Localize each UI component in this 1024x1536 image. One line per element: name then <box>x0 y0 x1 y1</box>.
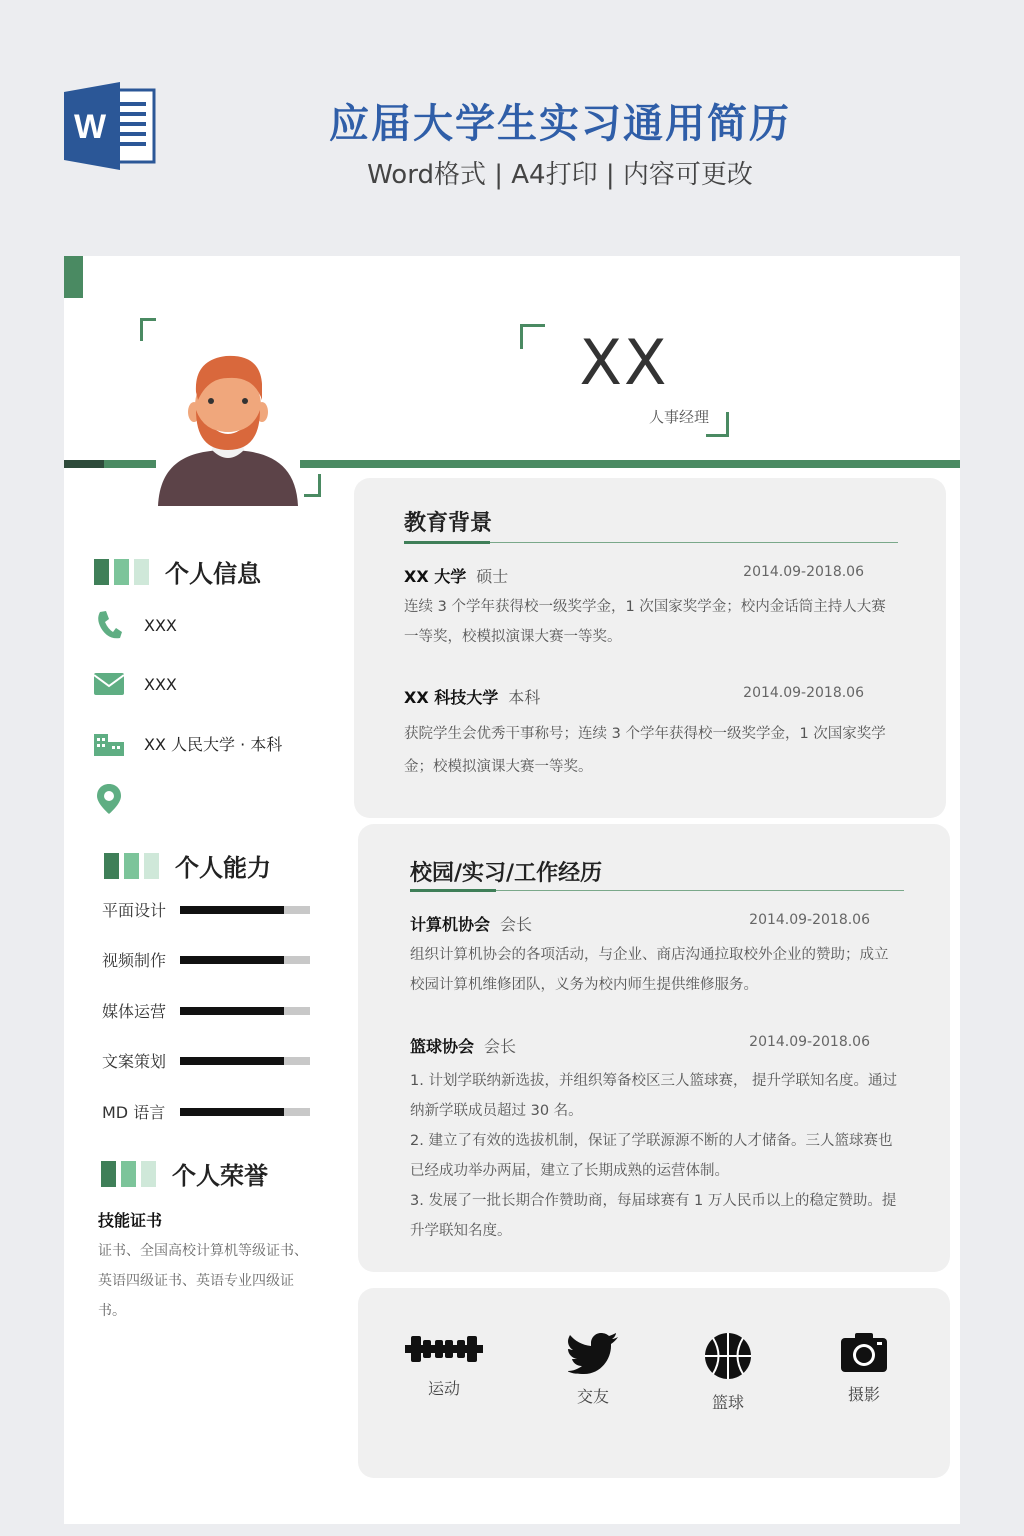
hobby-item <box>814 1332 914 1405</box>
candidate-name: XX <box>579 326 669 399</box>
name-bracket-top <box>520 324 545 349</box>
resume-paper <box>64 256 960 1524</box>
section-title: 个人能力 <box>175 854 271 882</box>
location-row <box>94 784 144 814</box>
entry-text: 连续 3 个学年获得校一级奖学金，1 次国家奖学金；校内金话筒主持人大赛一等奖，校模拟演课大赛一等奖。 <box>404 599 886 645</box>
page-subtitle: Word格式 | A4打印 | 内容可更改 <box>367 160 753 190</box>
section-skills <box>104 848 271 883</box>
card-title: 校园/实习/工作经历 <box>410 861 603 886</box>
entry-text: 组织计算机协会的各项活动，与企业、商店沟通拉取校外企业的赞助；成立校园计算机维修团队，义务为校内师生提供维修服务。 <box>410 947 889 993</box>
word-logo-icon <box>64 82 156 170</box>
card-rule <box>410 890 904 891</box>
entry-org: 计算机协会 <box>410 915 491 934</box>
phone-row <box>94 610 177 640</box>
section-marker-icon <box>104 853 159 879</box>
building-icon <box>94 728 124 758</box>
card-title: 教育背景 <box>404 511 493 536</box>
photo-bracket-top <box>140 318 157 341</box>
entry-org: XX 大学 <box>404 567 467 586</box>
skill-level-fill <box>180 956 284 964</box>
experience-entry-head <box>410 1034 870 1057</box>
svg-text:W: W <box>73 108 107 146</box>
entry-text: 获院学生会优秀干事称号；连续 3 个学年获得校一级奖学金，1 次国家奖学金；校模拟演课大赛一等奖。 <box>404 726 886 775</box>
skill-level-bar <box>180 906 310 914</box>
skill-row <box>102 898 322 921</box>
honor-text: 证书、全国高校计算机等级证书、英语四级证书、英语专业四级证书。 <box>98 1243 308 1319</box>
entry-date: 2014.09-2018.06 <box>743 685 864 701</box>
camera-icon <box>841 1332 887 1372</box>
skill-level-bar <box>180 956 310 964</box>
email-value: XXX <box>144 674 177 694</box>
email-icon <box>94 669 124 699</box>
location-pin-icon <box>94 784 124 814</box>
corner-tab <box>64 256 83 298</box>
experience-entry-head <box>410 912 870 935</box>
hobby-item <box>394 1332 494 1399</box>
section-title: 个人信息 <box>165 560 261 588</box>
hobby-label: 篮球 <box>711 1393 744 1412</box>
entry-role: 会长 <box>484 1037 517 1056</box>
education-entry-head <box>404 564 864 587</box>
entry-role: 本科 <box>508 688 541 707</box>
entry-org: XX 科技大学 <box>404 688 499 707</box>
education-entry-head <box>404 685 864 708</box>
dumbbell-icon <box>405 1332 483 1366</box>
entry-org: 篮球协会 <box>410 1037 475 1056</box>
education-card <box>354 478 946 818</box>
hobby-label: 运动 <box>427 1379 460 1398</box>
skill-name: 平面设计 <box>102 901 167 920</box>
entry-text <box>410 1066 900 1246</box>
school-row <box>94 728 282 758</box>
school-value: XX 人民大学 · 本科 <box>144 734 283 754</box>
basketball-icon <box>704 1332 752 1380</box>
twitter-bird-icon <box>568 1332 618 1374</box>
hobbies-card <box>358 1288 950 1478</box>
job-title: 人事经理 <box>648 408 709 426</box>
entry-date: 2014.09-2018.06 <box>749 1034 870 1050</box>
phone-icon <box>94 610 124 640</box>
honor-subtitle: 技能证书 <box>98 1211 163 1230</box>
skill-level-bar <box>180 1057 310 1065</box>
skill-level-fill <box>180 906 284 914</box>
section-title: 个人荣誉 <box>172 1162 268 1190</box>
card-rule <box>404 542 898 543</box>
entry-line: 2. 建立了有效的选拔机制，保证了学联源源不断的人才储备。三人篮球赛也已经成功举办两届，建立了长期成熟的运营体制。 <box>410 1133 893 1179</box>
hobby-label: 摄影 <box>847 1385 880 1404</box>
skill-name: 媒体运营 <box>102 1002 167 1021</box>
skill-name: 视频制作 <box>102 951 167 970</box>
section-marker-icon <box>101 1161 156 1187</box>
header-rule-left <box>64 460 156 468</box>
entry-role: 会长 <box>500 915 533 934</box>
hobby-item <box>543 1332 643 1407</box>
name-bracket-bottom <box>706 412 729 437</box>
skill-level-fill <box>180 1108 284 1116</box>
skill-level-bar <box>180 1108 310 1116</box>
skill-level-bar <box>180 1007 310 1015</box>
phone-value: XXX <box>144 615 177 635</box>
photo-bracket-bottom <box>304 474 321 497</box>
hobby-label: 交友 <box>576 1387 609 1406</box>
skill-row <box>102 1100 322 1123</box>
email-row <box>94 669 177 699</box>
entry-line: 3. 发展了一批长期合作赞助商，每届球赛有 1 万人民币以上的稳定赞助。提升学联知名度。 <box>410 1193 897 1239</box>
skill-name: 文案策划 <box>102 1052 167 1071</box>
skill-level-fill <box>180 1057 284 1065</box>
entry-date: 2014.09-2018.06 <box>743 564 864 580</box>
section-honors <box>101 1156 268 1191</box>
experience-card <box>358 824 950 1272</box>
skill-name: MD 语言 <box>102 1103 166 1122</box>
skill-level-fill <box>180 1007 284 1015</box>
entry-line: 1. 计划学联纳新选拔，并组织筹备校区三人篮球赛， 提升学联知名度。通过纳新学联成员超过 30 名。 <box>410 1073 898 1119</box>
header-rule <box>300 460 960 468</box>
avatar <box>156 314 300 506</box>
section-personal-info <box>94 554 261 589</box>
skill-row <box>102 999 322 1022</box>
entry-date: 2014.09-2018.06 <box>749 912 870 928</box>
hobby-item <box>678 1332 778 1413</box>
section-marker-icon <box>94 559 149 585</box>
skill-row <box>102 1049 322 1072</box>
page-title: 应届大学生实习通用简历 <box>329 101 791 147</box>
entry-role: 硕士 <box>476 567 509 586</box>
skill-row <box>102 948 322 971</box>
